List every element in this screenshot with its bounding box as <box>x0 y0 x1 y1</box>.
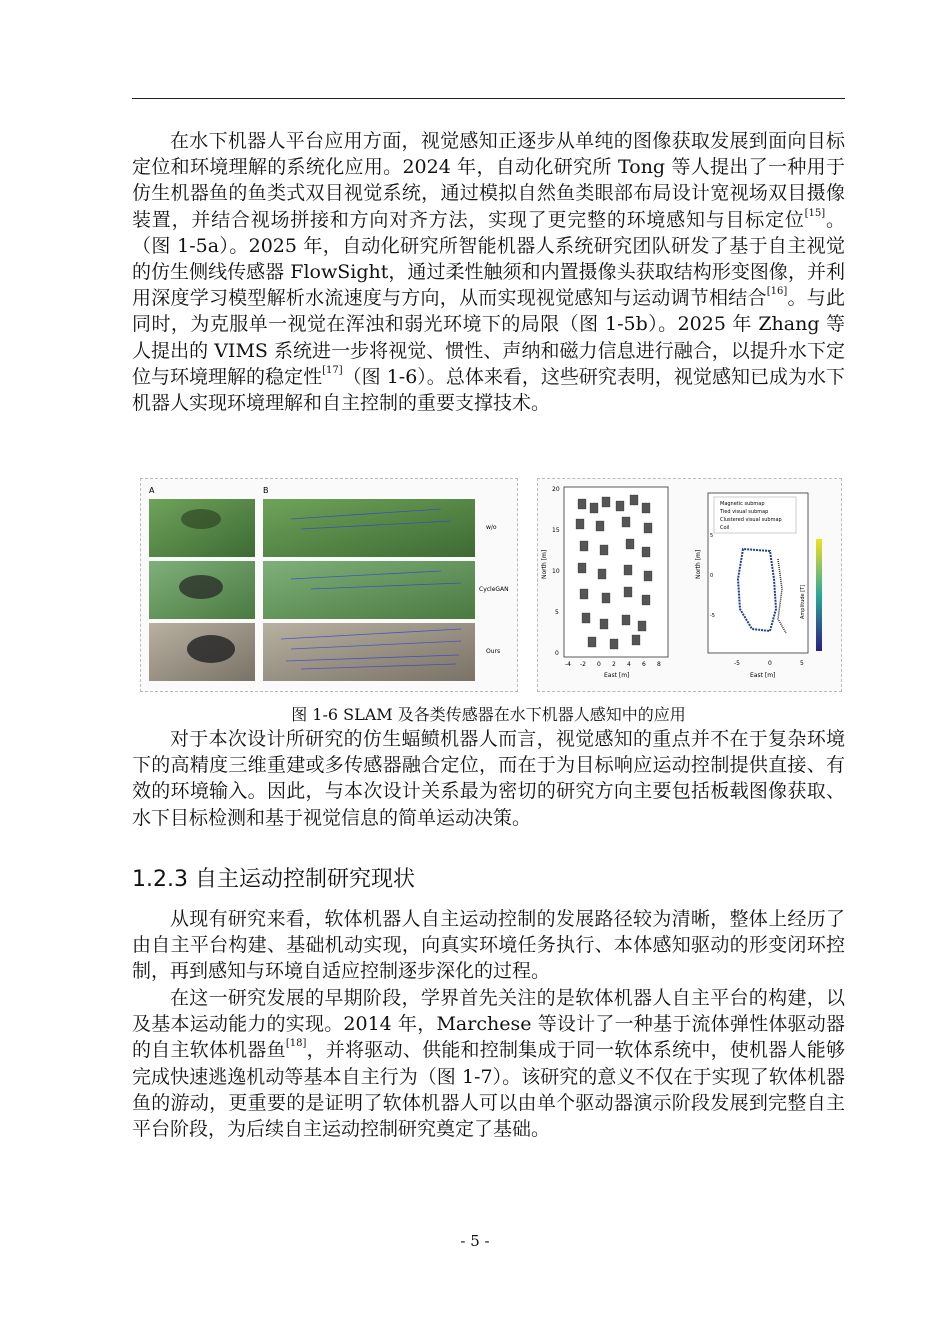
right-ytick: 5 <box>710 533 714 539</box>
row-label-ours: Ours <box>486 648 501 655</box>
paragraph-text: 在水下机器人平台应用方面，视觉感知正逐步从单纯的图像获取发展到面向目标定位和环境理解的系统化应用。2024 年，自动化研究所 Tong 等人提出了一种用于仿生机器鱼的鱼类式双目视觉系统，通过模拟自然鱼类眼部布局设计宽视场双目摄像装置，并结合视场拼接和方向对齐方法，实现了更完整的环境感知与目标定位 <box>132 130 845 231</box>
row-label-wo: w/o <box>486 524 497 531</box>
left-xlabel: East [m] <box>604 672 630 679</box>
right-ytick: 0 <box>710 573 714 579</box>
figure-image-comparison <box>140 478 518 692</box>
legend-item: Tied visual submap <box>720 509 769 515</box>
figure-right-svg <box>538 479 841 691</box>
image-b-row1 <box>263 499 475 557</box>
citation-15[interactable]: [15] <box>804 207 826 219</box>
left-xtick: 4 <box>627 661 631 668</box>
right-xtick: 0 <box>768 660 772 667</box>
left-ytick: 15 <box>552 527 560 534</box>
citation-16[interactable]: [16] <box>766 286 788 298</box>
citation-18[interactable]: [18] <box>285 1038 307 1050</box>
figure-trajectory-maps <box>537 478 842 692</box>
header-rule <box>132 98 845 99</box>
left-ylabel: North [m] <box>541 549 548 579</box>
image-b-row2 <box>263 561 475 619</box>
legend-item: Clustered visual submap <box>720 517 782 523</box>
paragraph-early-stage <box>132 985 845 1142</box>
paragraph-text: 在这一研究发展的早期阶段，学界首先关注的是软体机器人自主平台的构建，以及基本运动能力的实现。2014 年，Marchese 等设计了一种基于流体弹性体驱动器的自主软体机器鱼 <box>132 987 845 1062</box>
image-b-row3 <box>263 623 475 681</box>
section-heading: 1.2.3 自主运动控制研究现状 <box>132 867 415 892</box>
left-ytick: 0 <box>555 650 559 657</box>
left-xtick: 6 <box>642 661 646 668</box>
figure-caption: 图 1-6 SLAM 及各类传感器在水下机器人感知中的应用 <box>291 705 686 724</box>
paragraph-vision-apps <box>132 128 845 416</box>
paragraph-design-relevance: 对于本次设计所研究的仿生蝠鲼机器人而言，视觉感知的重点并不在于复杂环境下的高精度三维重建或多传感器融合定位，而在于为目标响应运动控制提供直接、有效的环境输入。因此，与本次设计关系最为密切的研究方向主要包括板载图像获取、水下目标检测和基于视觉信息的简单运动决策。 <box>132 728 845 829</box>
left-xtick: -2 <box>580 661 586 668</box>
paragraph-control-overview: 从现有研究来看，软体机器人自主运动控制的发展路径较为清晰，整体上经历了由自主平台构建、基础机动实现，向真实环境任务执行、本体感知驱动的形变闭环控制，再到感知与环境自适应控制逐步深化的过程。 <box>132 908 845 983</box>
paragraph-text: ，并将驱动、供能和控制集成于同一软体系统中，使机器人能够完成快速逃逸机动等基本自主行为（图 1-7）。该研究的意义不仅在于实现了软体机器鱼的游动，更重要的是证明了软体机器人可以由单个驱动器演示阶段发展到完整自主平台阶段，为后续自主运动控制研究奠定了基础。 <box>132 1039 845 1141</box>
panel-a-label: A <box>149 486 155 495</box>
right-ylabel: North [m] <box>695 549 702 579</box>
right-xlabel: East [m] <box>750 672 776 679</box>
left-ytick: 5 <box>555 609 559 616</box>
left-xtick: 2 <box>612 661 616 668</box>
colorbar-label: Amplitude [T] <box>800 584 806 619</box>
left-xtick: 8 <box>657 661 661 668</box>
row-label-cyclegan: CycleGAN <box>479 586 509 593</box>
right-ytick: -5 <box>710 613 715 619</box>
legend <box>714 497 796 533</box>
page-number: - 5 - <box>460 1232 490 1250</box>
panel-b-label: B <box>263 486 269 495</box>
left-xtick: -4 <box>565 661 571 668</box>
paragraph-text: 。（图 1-5a）。2025 年，自动化研究所智能机器人系统研究团队研发了基于自主视觉的仿生侧线传感器 FlowSight，通过柔性触须和内置摄像头获取结构形变图像，并利用深度学习模型解析水流速度与方向，从而实现视觉感知与运动调节相结合 <box>132 208 845 310</box>
citation-17[interactable]: [17] <box>322 364 343 376</box>
left-ytick: 20 <box>552 486 560 493</box>
right-xtick: -5 <box>734 660 740 667</box>
right-xtick: 5 <box>800 660 804 667</box>
legend-item: Coil <box>720 525 730 531</box>
paragraph-text: 。与此同时，为克服单一视觉在浑浊和弱光环境下的局限（图 1-5b）。2025 年 Zhang 等人提出的 VIMS 系统进一步将视觉、惯性、声纳和磁力信息进行融合，以提升水下定位与环境理解的稳定性 <box>132 287 845 388</box>
left-ytick: 10 <box>552 568 560 575</box>
left-xtick: 0 <box>597 661 601 668</box>
paragraph-text: （图 1-6）。总体来看，这些研究表明，视觉感知已成为水下机器人实现环境理解和自主控制的重要支撑技术。 <box>132 365 845 415</box>
legend-item: Magnetic submap <box>720 501 765 507</box>
figure-left-svg <box>141 479 517 691</box>
